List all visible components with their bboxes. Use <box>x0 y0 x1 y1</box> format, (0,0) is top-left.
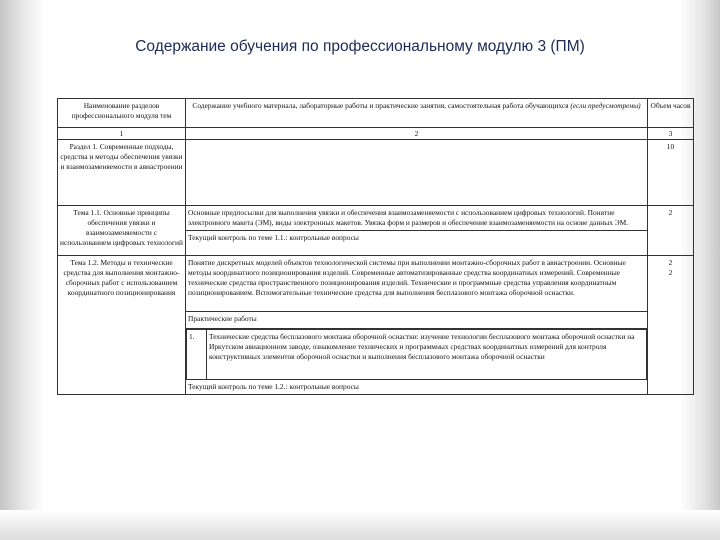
topic-1-2-content-cell <box>186 256 648 395</box>
topic-1-1-control: Текущий контроль по теме 1.1.: контрольные вопросы <box>188 232 359 242</box>
header-hours: Объем часов <box>648 99 694 128</box>
section-hours: 10 <box>648 140 694 206</box>
section-content <box>186 140 648 206</box>
topic-1-2-subtable <box>186 256 647 394</box>
topic-1-2-content: Понятие дискретных моделей объектов технологической системы при выполнении монтажно-сборочных работ в авиастроении. Основные методы координатного позиционирования изделий. Современные автоматизированные средства координатных измерений. Современные технические средства пространственного позиционирования изделий. Технические и программные средства управления координатным позиционированием. Вспомогательные технические средства для выполнения бесплазового монтажа оборочной оснастки. <box>186 256 647 312</box>
column-number-2: 2 <box>186 127 648 140</box>
topic-1-2-hours-cell <box>648 256 694 395</box>
page-shadow-left <box>0 0 44 540</box>
topic-1-1-content: Основные предпосылки для выполнения увязки и обеспечения взаимозаменяемости с использованием цифровых технологий. Понятие электронного макета (ЭМ), виды электронных макетов. Увязка форм и размеров и обеспечение взаимозаменяемости на основе данных ЭМ. <box>186 206 647 230</box>
topic-1-1-content-cell <box>186 206 648 256</box>
content-table <box>57 98 694 395</box>
topic-1-2-hours-1: 2 <box>668 258 673 268</box>
topic-1-1-hours: 2 <box>648 206 694 256</box>
topic-1-2-name: Тема 1.2. Методы и технические средства для выполнения монтажно-сборочных работ с использованием координатного позиционирования <box>58 256 186 395</box>
section-row <box>58 140 694 206</box>
topic-1-2-hours-2: 2 <box>668 268 673 278</box>
header-section-name: Наименование разделов профессионального модуля тем <box>58 99 186 128</box>
column-number-3: 3 <box>648 127 694 140</box>
header-content-italic: (если предусмотрены) <box>570 101 641 110</box>
practical-work-number: 1. <box>187 330 207 380</box>
topic-row <box>58 206 694 256</box>
practical-work-text: Технические средства бесплазового монтажа оборочной оснастки: изучение технологии бесплазового монтажа оборочной оснастки на Иркутском авиационном заводе, ознакомление технических и программных средствах координатных измерений для контроля конструктивных элементов оборочной оснастки и выполнения бесплазового монтажа оборочной оснастки <box>207 330 647 380</box>
header-content-main: Содержание учебного материала, лабораторные работы и практические занятия, самостоятельная работа обучающихся <box>192 101 571 110</box>
section-name: Раздел 1. Современные подходы, средства и методы обеспечения увязки и взаимозаменяемости в авиастроении <box>58 140 186 206</box>
practical-work-table <box>186 329 647 380</box>
topic-row <box>58 256 694 395</box>
page-shadow-bottom <box>0 510 720 540</box>
topic-1-1-name: Тема 1.1. Основные принципы обеспечения увязки и взаимозаменяемости с использованием цифровых технологий <box>58 206 186 256</box>
column-number-row <box>58 127 694 140</box>
topic-1-1-subtable <box>186 206 647 248</box>
page-title: Содержание обучения по профессиональному модулю 3 (ПМ) <box>135 38 585 55</box>
header-content <box>186 99 648 128</box>
header-row <box>58 99 694 128</box>
topic-1-2-control: Текущий контроль по теме 1.2.: контрольные вопросы <box>188 382 359 392</box>
topic-1-2-practical-title: Практические работы <box>186 312 647 329</box>
column-number-1: 1 <box>58 127 186 140</box>
